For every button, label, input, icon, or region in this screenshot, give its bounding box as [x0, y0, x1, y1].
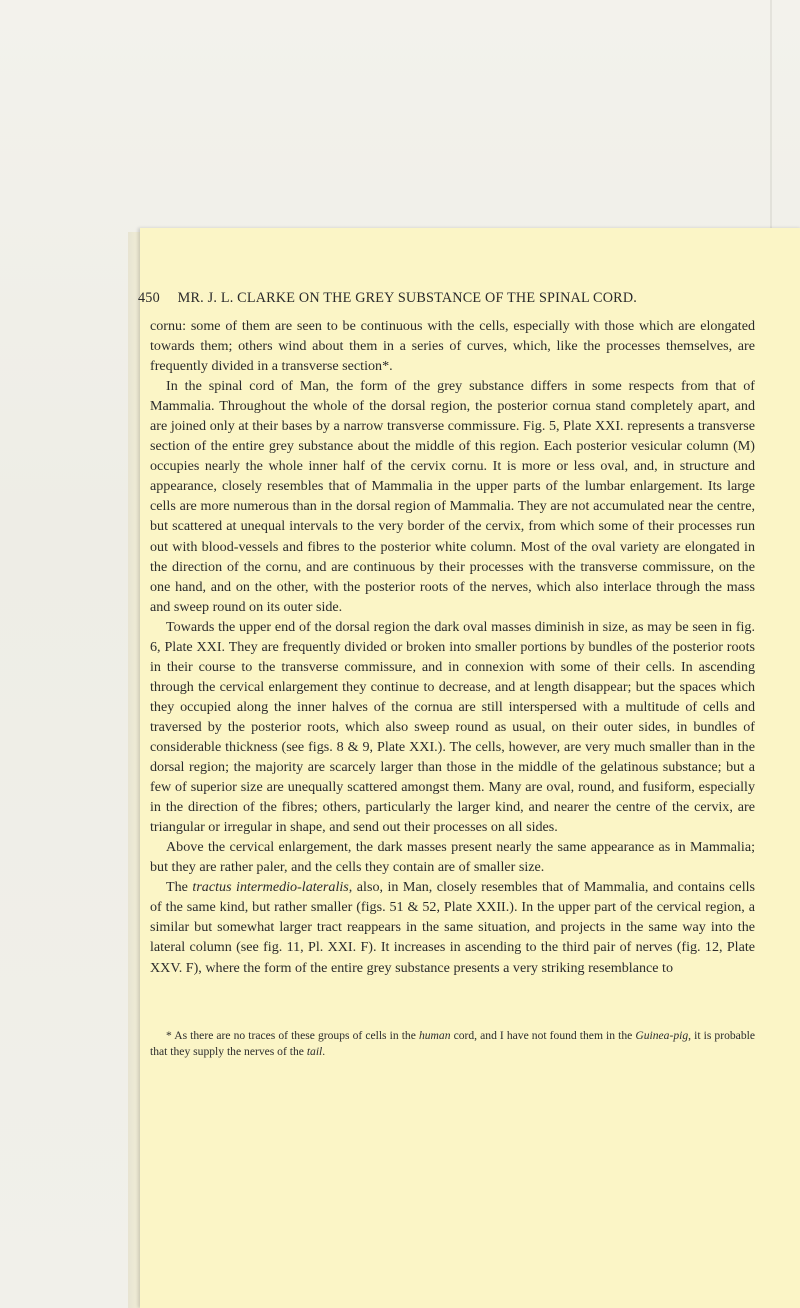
footnote-text: .: [322, 1045, 326, 1058]
page-edge: [128, 232, 140, 1308]
footnote-text: cord, and I have not found them in the: [450, 1029, 636, 1042]
background-crease: [770, 0, 772, 230]
paragraph-lead: The: [166, 879, 193, 896]
footnote-italic: tail: [306, 1045, 323, 1058]
italic-term: tractus intermedio-lateralis: [192, 879, 349, 896]
paragraph: Above the cervical enlargement, the dark masses present nearly the same appearance as in Mammalia; but they are rather paler, and the cells they contain are of smaller size.: [150, 839, 755, 876]
page-number: 450: [138, 290, 160, 306]
footnote-italic: Guinea-pig: [635, 1029, 689, 1042]
footnote-text: , it is probable that they supply the nerves of the: [150, 1029, 755, 1058]
footnote: [150, 1028, 755, 1060]
paragraph: [150, 877, 755, 977]
running-title: MR. J. L. CLARKE ON THE GREY SUBSTANCE OF THE SPINAL CORD.: [177, 290, 638, 306]
paragraph: cornu: some of them are seen to be continuous with the cells, especially with those which are elongated towards them; others wind about them in a series of curves, which, like the processes themselves, are frequently divided in a transverse section*.: [150, 318, 755, 375]
paragraph: Towards the upper end of the dorsal region the dark oval masses diminish in size, as may be seen in fig. 6, Plate XXI. They are frequently divided or broken into smaller portions by bundles of the posterior roots in their course to the transverse commissure, and in connexion with some of their cells. In ascending through the cervical enlargement they continue to decrease, and at length disappear; but the spaces which they occupied along the inner halves of the cornua are still interspersed with a multitude of cells and traversed by the posterior roots, which also sweep round as usual, on their outer sides, in bundles of considerable thickness (see figs. 8 & 9, Plate XXI.). The cells, however, are very much smaller than in the dorsal region; the majority are scarcely larger than those in the middle of the gelatinous substance; but a few of superior size are unequally scattered amongst them. Many are oval, round, and fusiform, especially in the direction of the fibres; others, particularly the larger kind, and nearer the centre of the cervix, are triangular or irregular in shape, and send out their processes on all sides.: [150, 618, 755, 836]
paragraph: In the spinal cord of Man, the form of the grey substance differs in some respects from that of Mammalia. Throughout the whole of the dorsal region, the posterior cornua stand completely apart, and are joined only at their bases by a narrow transverse commissure. Fig. 5, Plate XXI. represents a transverse section of the entire grey substance about the middle of this region. Each posterior vesicular column (M) occupies nearly the whole inner half of the cervix cornu. It is more or less oval, and, in structure and appearance, closely resembles that of Mammalia in the upper parts of the lumbar enlargement. Its large cells are more numerous than in the dorsal region of Mammalia. They are not accumulated near the centre, but scattered at unequal intervals to the very border of the cervix, from which some of their processes run out with blood-vessels and fibres to the posterior white column. Most of the oval variety are elongated in the direction of the cornu, and are continuous by their processes with the transverse commissure, on the one hand, and on the other, with the posterior roots of the nerves, which also interlace through the mass and sweep round on its outer side.: [150, 378, 755, 615]
footnote-text: * As there are no traces of these groups of cells in the: [166, 1029, 419, 1042]
body-text: [150, 316, 755, 978]
running-head: [138, 290, 758, 307]
footnote-italic: human: [418, 1029, 451, 1042]
paragraph-rest: , also, in Man, closely resembles that of Mammalia, and contains cells of the same kind, but rather smaller (figs. 51 & 52, Plate XXII.). In the upper part of the cervical region, a similar but somewhat larger tract reappears in the same situation, and projects in the same way into the lateral column (see fig. 11, Pl. XXI. F). It increases in ascending to the third pair of nerves (fig. 12, Plate XXV. F), where the form of the entire grey substance presents a very striking resemblance to: [150, 879, 756, 976]
